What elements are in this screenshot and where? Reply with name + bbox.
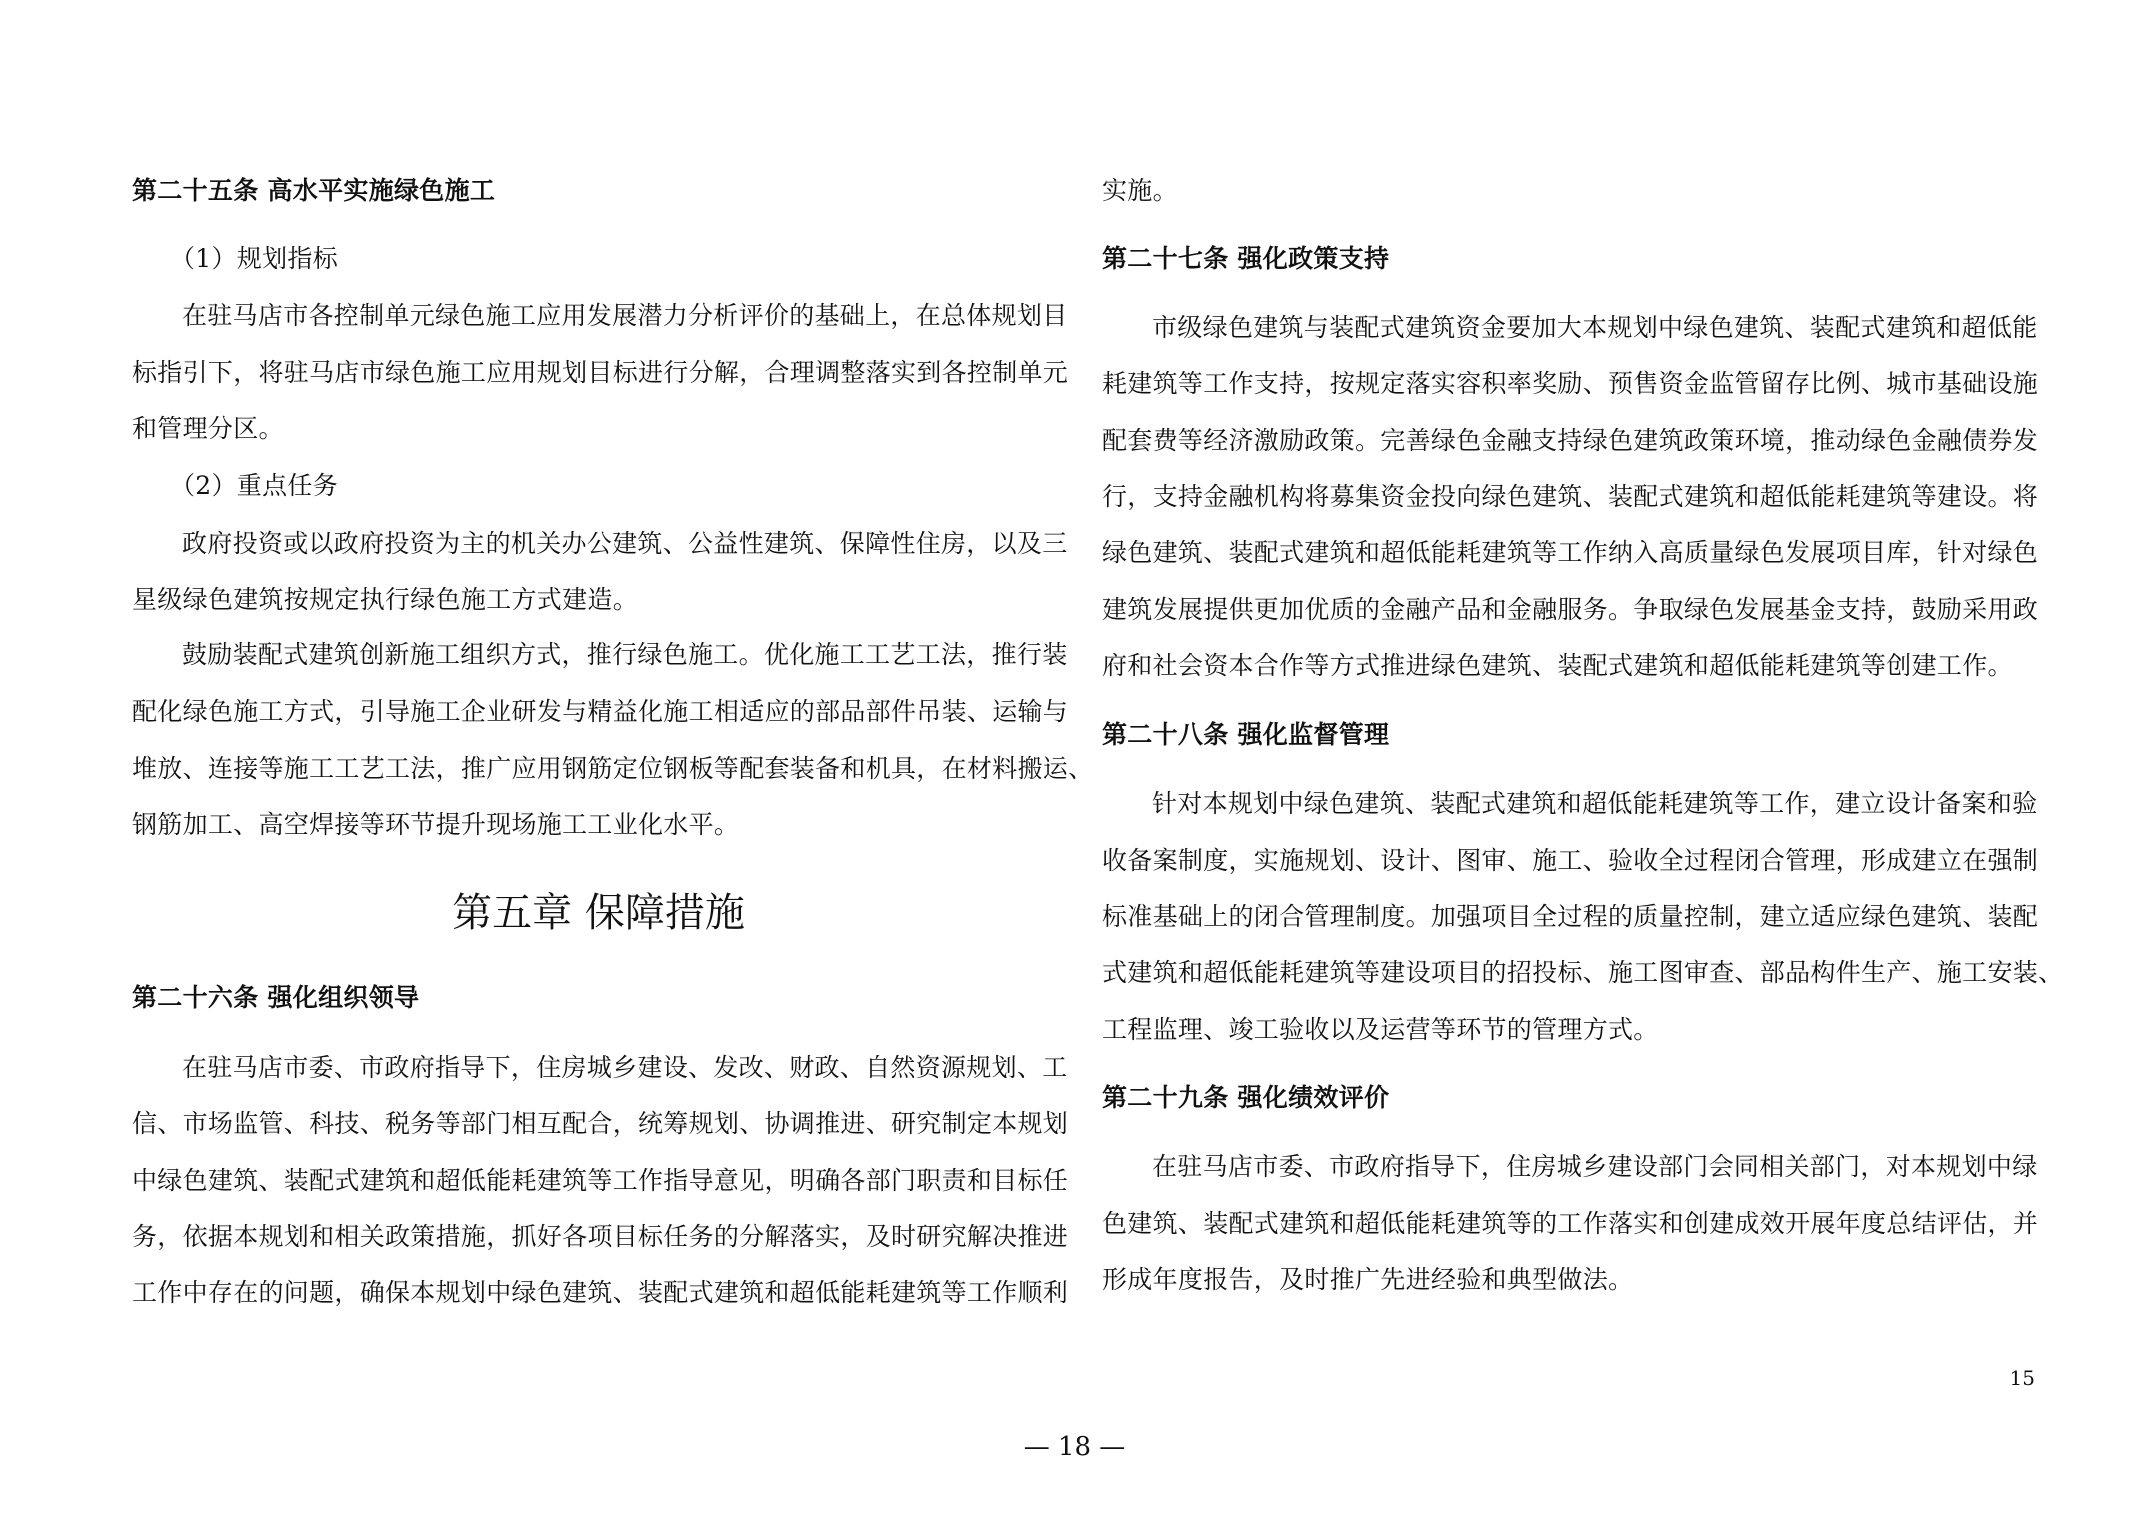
article-28-heading: 第二十八条 强化监督管理 bbox=[1102, 720, 1390, 749]
paragraph-line: 绿色建筑、装配式建筑和超低能耗建筑等工作纳入高质量绿色发展项目库，针对绿色 bbox=[1102, 538, 2039, 567]
paragraph-line: 政府投资或以政府投资为主的机关办公建筑、公益性建筑、保障性住房，以及三 bbox=[182, 529, 1068, 558]
article-29-heading: 第二十九条 强化绩效评价 bbox=[1102, 1083, 1390, 1112]
paragraph-line: 耗建筑等工作支持，按规定落实容积率奖励、预售资金监管留存比例、城市基础设施 bbox=[1102, 369, 2039, 398]
article-25-heading: 第二十五条 高水平实施绿色施工 bbox=[132, 176, 496, 205]
paragraph-line: 标指引下，将驻马店市绿色施工应用规划目标进行分解，合理调整落实到各控制单元 bbox=[132, 358, 1069, 387]
paragraph-line: 配套费等经济激励政策。完善绿色金融支持绿色建筑政策环境，推动绿色金融债券发 bbox=[1102, 426, 2039, 455]
paragraph-line: 在驻马店市各控制单元绿色施工应用发展潜力分析评价的基础上，在总体规划目 bbox=[182, 301, 1068, 330]
outer-page-number: — 18 — bbox=[1023, 1432, 1126, 1462]
paragraph-line: 针对本规划中绿色建筑、装配式建筑和超低能耗建筑等工作，建立设计备案和验 bbox=[1152, 789, 2038, 818]
paragraph-line: 府和社会资本合作等方式推进绿色建筑、装配式建筑和超低能耗建筑等创建工作。 bbox=[1102, 651, 2013, 680]
paragraph-line: 在驻马店市委、市政府指导下，住房城乡建设部门会同相关部门，对本规划中绿 bbox=[1152, 1152, 2038, 1181]
paragraph-line: 配化绿色施工方式，引导施工企业研发与精益化施工相适应的部品部件吊装、运输与 bbox=[132, 697, 1069, 726]
paragraph-line: 在驻马店市委、市政府指导下，住房城乡建设、发改、财政、自然资源规划、工 bbox=[182, 1053, 1068, 1082]
article-27-heading: 第二十七条 强化政策支持 bbox=[1102, 244, 1390, 273]
paragraph-line: 市级绿色建筑与装配式建筑资金要加大本规划中绿色建筑、装配式建筑和超低能 bbox=[1152, 313, 2038, 342]
paragraph-line: 星级绿色建筑按规定执行绿色施工方式建造。 bbox=[132, 585, 639, 614]
subheading-planning-indicators: （1）规划指标 bbox=[170, 244, 339, 273]
paragraph-line: 式建筑和超低能耗建筑等建设项目的招投标、施工图审查、部品构件生产、施工安装、 bbox=[1102, 958, 2064, 987]
inner-page-number: 15 bbox=[2009, 1366, 2035, 1390]
paragraph-line: 行，支持金融机构将募集资金投向绿色建筑、装配式建筑和超低能耗建筑等建设。将 bbox=[1102, 482, 2039, 511]
paragraph-line: 收备案制度，实施规划、设计、图审、施工、验收全过程闭合管理，形成建立在强制 bbox=[1102, 846, 2039, 875]
paragraph-line: 务，依据本规划和相关政策措施，抓好各项目标任务的分解落实，及时研究解决推进 bbox=[132, 1222, 1069, 1251]
subheading-key-tasks: （2）重点任务 bbox=[170, 471, 339, 500]
paragraph-line: 色建筑、装配式建筑和超低能耗建筑等的工作落实和创建成效开展年度总结评估，并 bbox=[1102, 1209, 2039, 1238]
paragraph-line: 形成年度报告，及时推广先进经验和典型做法。 bbox=[1102, 1265, 1634, 1294]
paragraph-line: 鼓励装配式建筑创新施工组织方式，推行绿色施工。优化施工工艺工法，推行装 bbox=[182, 640, 1068, 669]
paragraph-line: 工作中存在的问题，确保本规划中绿色建筑、装配式建筑和超低能耗建筑等工作顺利 bbox=[132, 1278, 1069, 1307]
article-26-heading: 第二十六条 强化组织领导 bbox=[132, 983, 420, 1012]
chapter-title: 第五章 保障措施 bbox=[452, 890, 745, 936]
paragraph-line: 信、市场监管、科技、税务等部门相互配合，统筹规划、协调推进、研究制定本规划 bbox=[132, 1109, 1069, 1138]
paragraph-line: 钢筋加工、高空焊接等环节提升现场施工工业化水平。 bbox=[132, 810, 740, 839]
paragraph-line: 中绿色建筑、装配式建筑和超低能耗建筑等工作指导意见，明确各部门职责和目标任 bbox=[132, 1166, 1069, 1195]
paragraph-line: 标准基础上的闭合管理制度。加强项目全过程的质量控制，建立适应绿色建筑、装配 bbox=[1102, 902, 2039, 931]
paragraph-line: 建筑发展提供更加优质的金融产品和金融服务。争取绿色发展基金支持，鼓励采用政 bbox=[1102, 595, 2039, 624]
paragraph-line: 实施。 bbox=[1102, 176, 1178, 205]
paragraph-line: 堆放、连接等施工工艺工法，推广应用钢筋定位钢板等配套装备和机具，在材料搬运、 bbox=[132, 754, 1094, 783]
paragraph-line: 工程监理、竣工验收以及运营等环节的管理方式。 bbox=[1102, 1015, 1659, 1044]
paragraph-line: 和管理分区。 bbox=[132, 414, 284, 443]
